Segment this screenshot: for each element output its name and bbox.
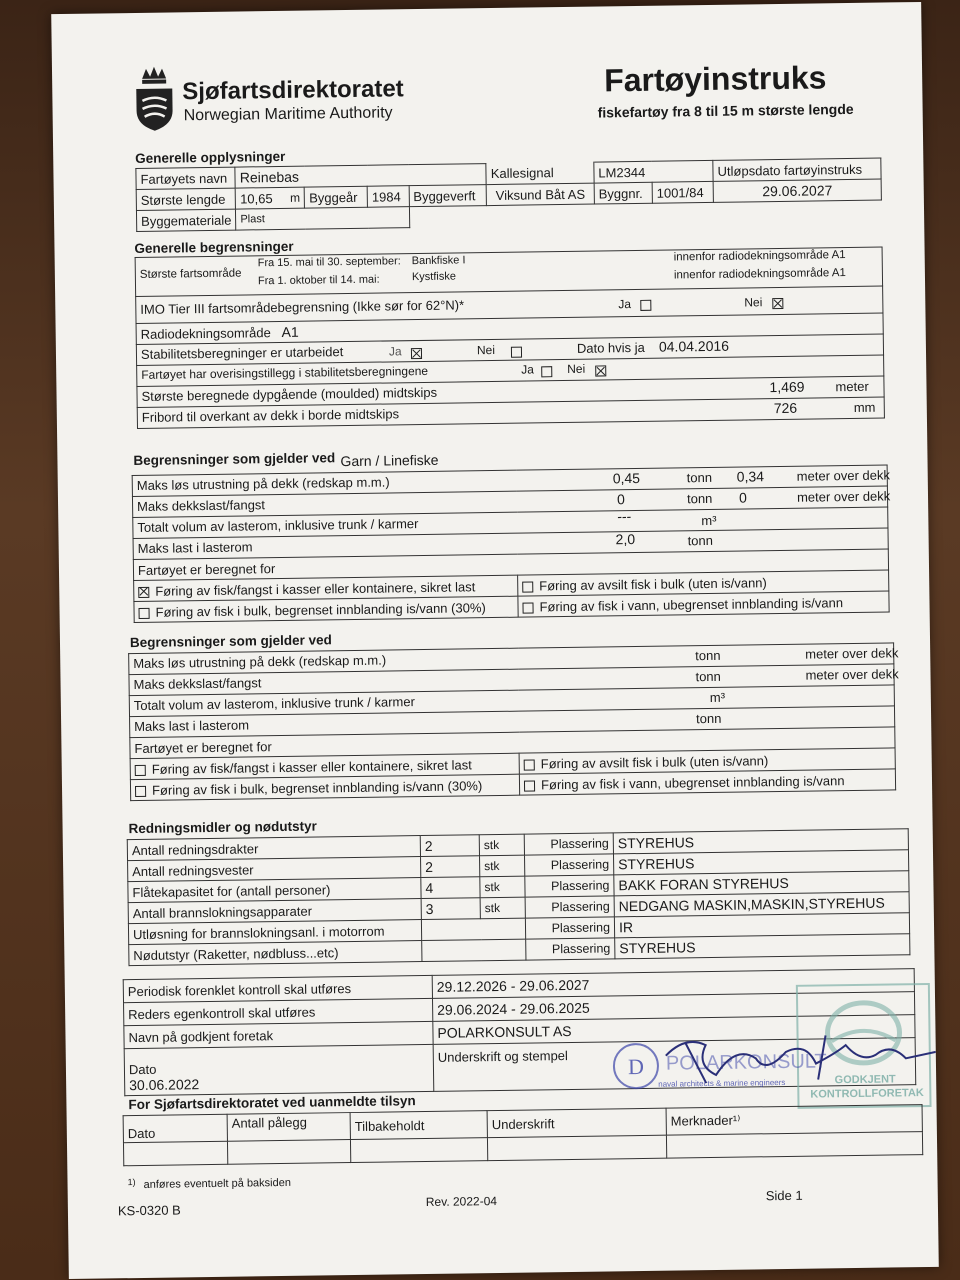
area-label: Største fartsområde [139,267,242,281]
col-merknader: Merknader¹⁾ [666,1105,922,1136]
option2-checkbox-2[interactable] [524,759,535,770]
rescue-count: 4 [421,877,480,899]
option2-label-2: Føring av avsilt fisk i bulk (uten is/vann) [540,752,769,771]
expiry-value: 29.06.2027 [713,179,881,202]
rescue-count: 2 [420,835,479,857]
freeboard-label: Fribord til overkant av dekk i borde midtskips [141,406,400,425]
stability-ja-checkbox[interactable] [411,345,428,360]
option4-checkbox-2[interactable] [524,780,535,791]
stability-label: Stabilitetsberegninger er utarbeidet [140,344,344,362]
inspection-cell[interactable] [487,1135,666,1160]
option3-label: Føring av fisk i bulk, begrenset innblanding is/vann (30%) [155,599,486,620]
draught-label: Største beregnede dypgående (moulded) midtskips [141,384,438,404]
loose-gear-unit: tonn [686,469,713,486]
owner-control-value: 29.06.2024 - 29.06.2025 [432,992,914,1022]
owner-control-label: Reders egenkontroll skal utføres [124,998,433,1025]
general-info-table [135,158,882,232]
imo-nei-label: Nei [744,295,763,310]
document-subtitle: fiskefartøy fra 8 til 15 m største lengde [597,100,854,121]
deck-load-label-2: Maks dekkslast/fangst [133,675,262,693]
company-stamp-text: naval architects & marine engineers [658,1077,786,1089]
imo-ja-label: Ja [618,297,632,312]
section-rescue: Redningsmidler og nødutstyr [128,818,317,837]
rescue-unit [480,918,525,940]
option3-label-2: Føring av fisk i bulk, begrenset innblanding is/vann (30%) [151,777,483,798]
deck-load-height-unit-2: meter over dekk [805,666,899,683]
date-if-yes-label: Dato hvis ja [576,339,645,356]
rescue-count [422,940,481,962]
periodic-label: Periodisk forenklet kontroll skal utføres [123,975,432,1002]
general-limits-table [135,247,885,429]
org-name: Sjøfartsdirektoratet [182,75,404,106]
date-cell [124,1044,434,1095]
icing-nei-label: Nei [567,361,586,376]
rescue-placement-label: Plassering [525,917,614,939]
option4-label-2: Føring av fisk i vann, ubegrenset innblanding is/vann [540,772,845,792]
loose-gear-height-unit: meter over dekk [796,467,891,484]
rescue-label: Flåtekapasitet for (antall personer) [128,878,421,903]
vessel-name-value: Reinebas [235,164,486,189]
inspection-table [123,1104,924,1166]
approval-stamp-text: GODKJENT KONTROLLFORETAK [810,1073,924,1101]
volume-label-2: Totalt volum av lasterom, inklusive trunk / karmer [133,694,415,714]
area1-value: Bankfiske I [411,254,466,268]
form-number: KS-0320 B [117,1202,181,1219]
draught-unit: meter [835,378,869,395]
date-value: 30.06.2022 [129,1076,200,1094]
option1-label: Føring av fisk/fangst i kasser eller kontainere, sikret last [155,578,476,599]
inspection-cell[interactable] [350,1138,487,1163]
period1-label: Fra 15. mai til 30. september: [257,255,401,270]
intended-label-2: Fartøyet er beregnet for [130,727,895,759]
option1-checkbox[interactable] [138,586,149,597]
option1-checkbox-2[interactable] [135,764,146,775]
rescue-placement: STYREHUS [613,829,908,854]
hold-label: Maks last i lasterom [137,539,253,556]
crown-logo-icon [132,64,177,133]
radio-value: A1 [281,323,299,340]
rescue-placement: STYREHUS [613,850,908,875]
rescue-label: Antall redningsvester [128,857,421,882]
rescue-placement-label: Plassering [524,833,613,855]
rescue-placement: STYREHUS [615,934,910,959]
gear-type: Garn / Linefiske [340,451,439,470]
deck-load-value: 0 [616,491,625,508]
inspection-cell[interactable] [666,1132,922,1159]
loose-gear-height: 0,34 [736,468,765,485]
coverage1: innenfor radiodekningsområde A1 [673,249,846,264]
page-number: Side 1 [765,1187,803,1204]
callsign-label: Kallesignal [486,162,594,184]
option2-label: Føring av avsilt fisk i bulk (uten is/vann) [539,574,767,593]
hold-unit-2: tonn [696,710,722,727]
col-tilbakeholdt: Tilbakeholdt [350,1111,487,1140]
rescue-unit: stk [480,855,525,877]
callsign-value: LM2344 [594,160,714,183]
svg-text:D: D [627,1053,645,1080]
restrictions-table-2 [128,642,899,801]
hold-label-2: Maks last i lasterom [134,717,250,735]
rescue-placement-label: Plassering [525,896,614,918]
section-restrictions-2: Begrensninger som gjelder ved [129,632,332,651]
stability-date: 04.04.2016 [658,337,730,355]
signature-label: Underskrift og stempel [437,1048,568,1065]
option3-checkbox[interactable] [139,607,150,618]
loose-gear-unit-2: tonn [695,647,721,664]
material-label: Byggemateriale [136,209,236,231]
option4-label: Føring av fisk i vann, ubegrenset innblanding is/vann [539,594,844,614]
option4-cell-2 [519,769,895,795]
section-restrictions-1: Begrensninger som gjelder ved [133,450,336,469]
hold-value: 2,0 [615,531,636,548]
revision: Rev. 2022-04 [425,1194,498,1210]
rescue-placement-label: Plassering [526,938,615,960]
restrictions-table-1 [132,465,890,624]
expiry-label: Utløpsdato fartøyinstruks [713,158,881,181]
option1-label-2: Føring av fisk/fangst i kasser eller kontainere, sikret last [151,756,472,777]
draught-value: 1,469 [769,378,805,396]
volume-unit: m³ [701,512,717,529]
col-dato: Dato [123,1114,227,1142]
handwritten-signature [645,1022,938,1096]
volume-unit-2: m³ [709,689,726,706]
rescue-label: Antall redningsdrakter [127,836,420,861]
length-value [235,187,304,209]
freeboard-value: 726 [773,399,798,417]
year-label: Byggeår [304,186,367,208]
stability-nei-label: Nei [476,342,496,358]
option3-cell-2 [130,774,519,800]
imo-ja-checkbox[interactable] [640,297,657,312]
radio-label: Radiodekningsområde [140,325,271,342]
rescue-placement-label: Plassering [525,875,614,897]
option3-checkbox-2[interactable] [135,785,146,796]
icing-ja-label: Ja [521,362,535,377]
rescue-unit [481,939,526,961]
section-general: Generelle opplysninger [135,148,286,166]
buildno-value: 1001/84 [652,181,714,203]
vessel-name-label: Fartøyets navn [136,167,236,189]
deck-load-unit-2: tonn [695,668,721,685]
company-value: POLARKONSULT AS [433,1015,915,1045]
rescue-label: Nødutstyr (Raketter, nødbluss...etc) [129,941,422,966]
rescue-count [421,919,480,941]
loose-gear-label: Maks løs utrustning på dekk (redskap m.m.) [136,474,390,493]
option3-cell [134,596,518,622]
imo-label: IMO Tier III fartsområdebegrensning (Ikke sør for 62°N)* [140,297,465,317]
col-underskrift: Underskrift [487,1108,666,1137]
loose-gear-value: 0,45 [612,469,641,487]
period2-label: Fra 1. oktober til 14. mai: [257,273,380,288]
document-page [51,2,939,1279]
rescue-unit: stk [480,897,525,919]
material-value: Plast [236,207,409,230]
rescue-table [127,828,911,966]
volume-value: --- [617,508,632,525]
intended-label: Fartøyet er beregnet for [133,549,888,581]
area2-value: Kystfiske [411,270,457,284]
option4-cell [518,591,889,617]
buildno-label: Byggnr. [594,182,652,204]
length-label: Største lengde [136,188,236,210]
footnote-text: anføres eventuelt på baksiden [143,1176,292,1191]
org-name-en: Norwegian Maritime Authority [183,104,393,125]
year-value: 1984 [367,186,409,208]
inspection-cell[interactable] [123,1141,227,1165]
coverage2: innenfor radiodekningsområde A1 [673,267,846,282]
periodic-value: 29.12.2026 - 29.06.2027 [432,969,914,999]
date-label: Dato [128,1061,157,1078]
inspection-cell[interactable] [227,1140,350,1165]
stability-nei-checkbox[interactable] [511,344,528,359]
rescue-placement: IR [614,913,909,938]
loose-gear-label-2: Maks løs utrustning på dekk (redskap m.m.) [133,652,387,672]
icing-ja-checkbox[interactable] [541,363,558,378]
freeboard-unit: mm [853,399,876,415]
svg-text:POLARKONSULT: POLARKONSULT [665,1050,827,1075]
hold-unit: tonn [687,532,714,549]
yard-label: Byggeverft [409,185,487,207]
option2-checkbox[interactable] [522,581,533,592]
rescue-placement: BAKK FORAN STYREHUS [614,871,909,896]
yard-value: Viksund Båt AS [486,183,594,205]
section-limits: Generelle begrensninger [134,238,294,256]
rescue-placement: NEDGANG MASKIN,MASKIN,STYREHUS [614,892,909,917]
volume-label: Totalt volum av lasterom, inklusive trunk / karmer [137,516,419,535]
section-inspection: For Sjøfartsdirektoratet ved uanmeldte tilsyn [128,1093,416,1113]
footnote-mark: 1) [127,1177,136,1188]
rescue-unit: stk [480,876,525,898]
rescue-label: Utløsning for brannslokningsanl. i motorrom [128,920,421,945]
rescue-unit: stk [479,834,524,856]
icing-label: Fartøyet har overisingstillegg i stabilitetsberegningene [141,363,429,382]
col-antall-palegg: Antall pålegg [227,1113,350,1142]
rescue-count: 3 [421,898,480,920]
stability-ja-label: Ja [388,344,402,359]
deck-load-height-unit: meter over dekk [796,488,891,505]
company-label: Navn på godkjent foretak [124,1021,433,1048]
length-number: 10,65 [240,190,273,207]
rescue-label: Antall brannslokningsapparater [128,899,421,924]
imo-nei-checkbox[interactable] [772,295,789,310]
rescue-placement-label: Plassering [524,854,613,876]
loose-gear-height-unit-2: meter over dekk [805,645,899,662]
deck-load-label: Maks dekkslast/fangst [136,497,266,514]
option4-checkbox[interactable] [522,602,533,613]
deck-load-height: 0 [738,489,747,506]
rescue-count: 2 [421,856,480,878]
deck-load-unit: tonn [686,490,713,507]
length-unit: m [290,190,301,205]
document-title: Fartøyinstruks [603,59,827,99]
icing-nei-checkbox[interactable] [595,362,612,377]
